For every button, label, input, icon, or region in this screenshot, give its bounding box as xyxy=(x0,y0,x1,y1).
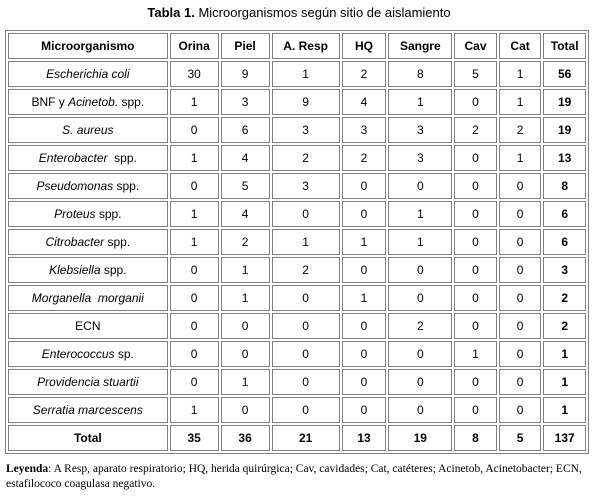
column-header: Cav xyxy=(454,33,497,59)
count-cell: 0 xyxy=(499,201,542,227)
count-cell: 2 xyxy=(388,313,452,339)
count-cell: 0 xyxy=(170,173,219,199)
count-cell: 5 xyxy=(221,173,270,199)
count-cell: 3 xyxy=(342,117,387,143)
table-row xyxy=(8,173,586,199)
organism-name xyxy=(8,229,168,255)
organism-name: Morganella morganii xyxy=(8,285,168,311)
count-cell: 1 xyxy=(170,89,219,115)
count-cell: 0 xyxy=(454,229,497,255)
count-cell: 1 xyxy=(499,89,542,115)
organism-name-part: BNF y xyxy=(31,95,69,109)
count-cell: 0 xyxy=(272,397,340,423)
count-cell: 0 xyxy=(454,257,497,283)
count-cell: 1 xyxy=(170,229,219,255)
count-cell: 0 xyxy=(454,369,497,395)
row-total-cell: 6 xyxy=(543,229,586,255)
row-total-cell: 19 xyxy=(543,117,586,143)
organism-name: ECN xyxy=(8,313,168,339)
table-row xyxy=(8,313,586,339)
count-cell: 1 xyxy=(272,61,340,87)
organism-name: Providencia stuartii xyxy=(8,369,168,395)
row-total-cell: 2 xyxy=(543,285,586,311)
count-cell: 0 xyxy=(454,89,497,115)
count-cell: 4 xyxy=(221,201,270,227)
count-cell: 9 xyxy=(272,89,340,115)
column-header: HQ xyxy=(342,33,387,59)
organism-name-part: Enterobacter xyxy=(38,151,108,165)
column-total-cell: 21 xyxy=(272,425,340,451)
organism-name xyxy=(8,341,168,367)
organism-name xyxy=(8,145,168,171)
count-cell: 1 xyxy=(170,145,219,171)
count-cell: 2 xyxy=(221,229,270,255)
count-cell: 2 xyxy=(454,117,497,143)
row-total-cell: 6 xyxy=(543,201,586,227)
count-cell: 6 xyxy=(221,117,270,143)
organism-name-part: spp. xyxy=(107,151,137,165)
count-cell: 0 xyxy=(221,397,270,423)
table-row xyxy=(8,117,586,143)
count-cell: 2 xyxy=(499,117,542,143)
count-cell: 0 xyxy=(454,145,497,171)
count-cell: 3 xyxy=(221,89,270,115)
table-row xyxy=(8,145,586,171)
count-cell: 0 xyxy=(388,397,452,423)
table-row xyxy=(8,257,586,283)
count-cell: 3 xyxy=(272,173,340,199)
column-total-cell: 13 xyxy=(342,425,387,451)
count-cell: 30 xyxy=(170,61,219,87)
count-cell: 0 xyxy=(499,285,542,311)
count-cell: 0 xyxy=(499,341,542,367)
count-cell: 1 xyxy=(499,61,542,87)
count-cell: 1 xyxy=(221,369,270,395)
count-cell: 0 xyxy=(272,285,340,311)
row-total-cell: 3 xyxy=(543,257,586,283)
caption-text: Microorganismos según sitio de aislamiento xyxy=(194,5,451,20)
total-row xyxy=(8,425,586,451)
row-total-cell: 19 xyxy=(543,89,586,115)
count-cell: 1 xyxy=(388,229,452,255)
count-cell: 0 xyxy=(454,173,497,199)
count-cell: 3 xyxy=(388,117,452,143)
count-cell: 0 xyxy=(272,201,340,227)
table-legend xyxy=(6,462,594,492)
row-total-cell: 1 xyxy=(543,341,586,367)
count-cell: 0 xyxy=(388,257,452,283)
table-row xyxy=(8,229,586,255)
column-total-cell: 5 xyxy=(499,425,542,451)
count-cell: 0 xyxy=(499,173,542,199)
count-cell: 0 xyxy=(388,369,452,395)
row-total-cell: 2 xyxy=(543,313,586,339)
count-cell: 0 xyxy=(170,117,219,143)
column-header: A. Resp xyxy=(272,33,340,59)
total-label: Total xyxy=(8,425,168,451)
row-total-cell: 1 xyxy=(543,397,586,423)
organism-name xyxy=(8,89,168,115)
count-cell: 0 xyxy=(170,313,219,339)
count-cell: 0 xyxy=(170,257,219,283)
table-row xyxy=(8,201,586,227)
column-total-cell: 36 xyxy=(221,425,270,451)
organism-name-part: Proteus xyxy=(54,207,96,221)
count-cell: 1 xyxy=(170,201,219,227)
organism-name-part: Acinetob. xyxy=(68,95,119,109)
count-cell: 0 xyxy=(272,369,340,395)
organism-name: Serratia marcescens xyxy=(8,397,168,423)
count-cell: 0 xyxy=(221,313,270,339)
column-header: Orina xyxy=(170,33,219,59)
count-cell: 1 xyxy=(221,257,270,283)
table-caption xyxy=(0,4,598,22)
header-row xyxy=(8,33,586,59)
row-total-cell: 1 xyxy=(543,369,586,395)
count-cell: 0 xyxy=(342,173,387,199)
table-row xyxy=(8,341,586,367)
count-cell: 1 xyxy=(272,229,340,255)
legend-text: : A Resp, aparato respiratorio; HQ, herida quirúrgica; Cav, cavidades; Cat, catéteres; Acinetob, Acinetobacter; ECN, estafilococo coagulasa negativo. xyxy=(6,463,582,490)
organism-name-part: sp. xyxy=(114,347,134,361)
count-cell: 0 xyxy=(342,257,387,283)
count-cell: 0 xyxy=(454,285,497,311)
count-cell: 0 xyxy=(272,341,340,367)
table-row xyxy=(8,397,586,423)
count-cell: 0 xyxy=(221,341,270,367)
count-cell: 0 xyxy=(388,285,452,311)
table-body xyxy=(8,61,586,451)
count-cell: 4 xyxy=(342,89,387,115)
organism-name-part: Pseudomonas xyxy=(36,179,114,193)
count-cell: 5 xyxy=(454,61,497,87)
count-cell: 8 xyxy=(388,61,452,87)
column-total-cell: 19 xyxy=(388,425,452,451)
row-total-cell: 8 xyxy=(543,173,586,199)
count-cell: 1 xyxy=(388,89,452,115)
column-header: Cat xyxy=(499,33,542,59)
organism-name xyxy=(8,201,168,227)
count-cell: 0 xyxy=(499,397,542,423)
count-cell: 0 xyxy=(499,313,542,339)
row-total-cell: 56 xyxy=(543,61,586,87)
count-cell: 0 xyxy=(454,397,497,423)
organism-name xyxy=(8,173,168,199)
count-cell: 0 xyxy=(272,313,340,339)
count-cell: 1 xyxy=(499,145,542,171)
count-cell: 3 xyxy=(388,145,452,171)
organism-name-part: Klebsiella xyxy=(49,263,101,277)
count-cell: 1 xyxy=(170,397,219,423)
count-cell: 0 xyxy=(170,369,219,395)
microorganisms-table xyxy=(5,30,589,454)
count-cell: 0 xyxy=(388,341,452,367)
count-cell: 0 xyxy=(454,313,497,339)
count-cell: 4 xyxy=(221,145,270,171)
count-cell: 0 xyxy=(454,201,497,227)
table-row xyxy=(8,285,586,311)
organism-name-part: spp. xyxy=(118,95,145,109)
column-total-cell: 35 xyxy=(170,425,219,451)
count-cell: 0 xyxy=(170,285,219,311)
count-cell: 3 xyxy=(272,117,340,143)
count-cell: 2 xyxy=(272,257,340,283)
count-cell: 2 xyxy=(342,145,387,171)
column-header: Total xyxy=(543,33,586,59)
count-cell: 0 xyxy=(499,257,542,283)
count-cell: 0 xyxy=(499,369,542,395)
count-cell: 1 xyxy=(454,341,497,367)
count-cell: 0 xyxy=(388,173,452,199)
count-cell: 0 xyxy=(170,341,219,367)
table-row xyxy=(8,89,586,115)
organism-name-part: spp. xyxy=(104,235,131,249)
count-cell: 1 xyxy=(342,285,387,311)
column-header: Sangre xyxy=(388,33,452,59)
count-cell: 0 xyxy=(342,369,387,395)
count-cell: 1 xyxy=(221,285,270,311)
count-cell: 0 xyxy=(499,229,542,255)
count-cell: 1 xyxy=(342,229,387,255)
organism-name-part: spp. xyxy=(100,263,127,277)
count-cell: 2 xyxy=(342,61,387,87)
organism-name xyxy=(8,257,168,283)
column-total-cell: 8 xyxy=(454,425,497,451)
count-cell: 0 xyxy=(342,201,387,227)
count-cell: 0 xyxy=(342,397,387,423)
column-total-cell: 137 xyxy=(543,425,586,451)
organism-name-part: Enterococcus xyxy=(41,347,115,361)
organism-name: S. aureus xyxy=(8,117,168,143)
table-row xyxy=(8,61,586,87)
row-total-cell: 13 xyxy=(543,145,586,171)
count-cell: 0 xyxy=(342,313,387,339)
count-cell: 1 xyxy=(388,201,452,227)
caption-label: Tabla 1. xyxy=(147,5,195,20)
organism-name-part: spp. xyxy=(113,179,140,193)
organism-name-part: Citrobacter xyxy=(45,235,105,249)
count-cell: 0 xyxy=(342,341,387,367)
legend-label: Leyenda xyxy=(6,463,49,475)
organism-name-part: spp. xyxy=(95,207,122,221)
organism-name: Escherichia coli xyxy=(8,61,168,87)
column-header: Microorganismo xyxy=(8,33,168,59)
column-header: Piel xyxy=(221,33,270,59)
table-row xyxy=(8,369,586,395)
count-cell: 9 xyxy=(221,61,270,87)
count-cell: 2 xyxy=(272,145,340,171)
